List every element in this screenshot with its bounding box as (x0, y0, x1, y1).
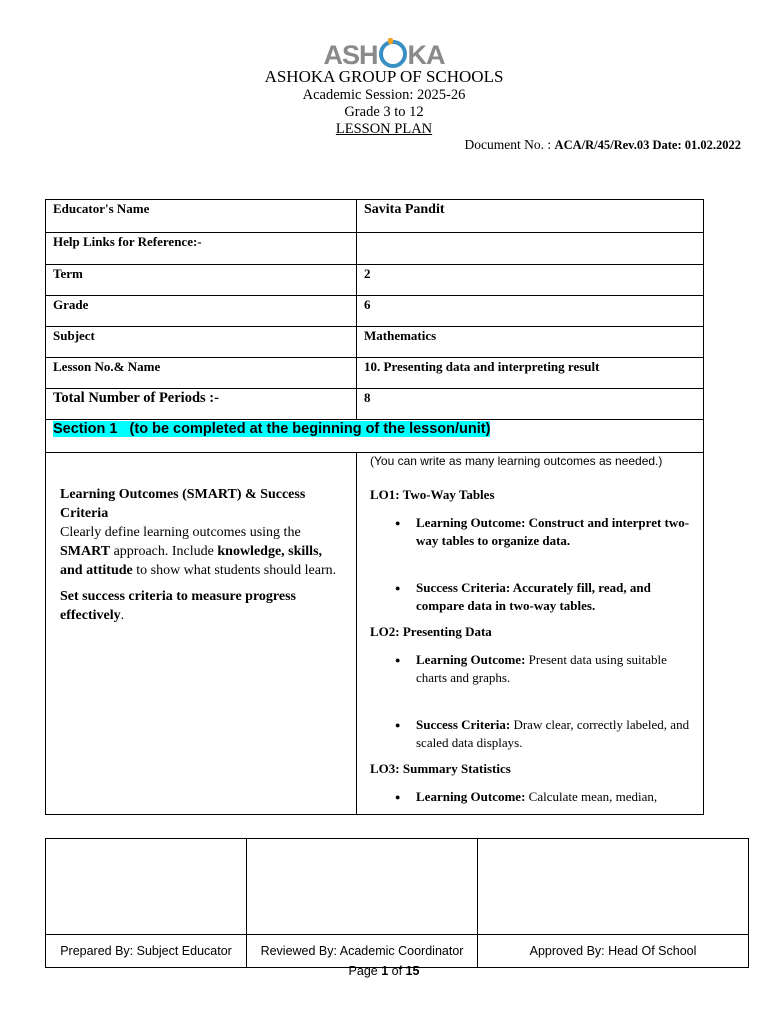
info-label: Term (46, 265, 357, 296)
table-row (46, 200, 704, 233)
doc-number-value: ACA/R/45/Rev.03 Date: 01.02.2022 (554, 138, 741, 152)
list-item: ● Success Criteria: Draw clear, correctly labeled, and scaled data displays. (416, 716, 690, 752)
prepared-by-label: Prepared By: Subject Educator (46, 935, 247, 968)
list-item: ● Learning Outcome: Construct and interpret two-way tables to organize data. (416, 514, 690, 550)
signature-box (478, 839, 749, 935)
logo-ring-icon (379, 40, 407, 68)
table-row (46, 389, 704, 420)
lo3-list (370, 788, 690, 806)
info-value: Savita Pandit (357, 200, 704, 233)
info-label: Subject (46, 327, 357, 358)
lesson-plan-table (45, 199, 704, 815)
signoff-table (45, 838, 749, 968)
info-value: 2 (357, 265, 704, 296)
approved-by-label: Approved By: Head Of School (478, 935, 749, 968)
section-1-text: Section 1 (to be completed at the beginning of the lesson/unit) (53, 421, 491, 437)
outcomes-note: (You can write as many learning outcomes as needed.) (370, 454, 663, 468)
learning-outcomes-row (46, 453, 704, 815)
academic-session: Academic Session: 2025-26 (302, 87, 466, 103)
info-value: 6 (357, 296, 704, 327)
info-label: Educator's Name (46, 200, 357, 233)
lo1-title: LO1: Two-Way Tables (370, 487, 495, 502)
document-number (465, 137, 741, 153)
lesson-plan-title: LESSON PLAN (335, 121, 433, 137)
list-item: ● Learning Outcome: Present data using suitable charts and graphs. (416, 651, 690, 687)
info-label: Grade (46, 296, 357, 327)
doc-number-label: Document No. : (464, 137, 552, 152)
school-logo (0, 40, 768, 70)
outcomes-description: Clearly define learning outcomes using the SMART approach. Include knowledge, skills, and attitude to show what students should learn. (60, 525, 337, 578)
signature-labels-row (46, 935, 749, 968)
school-name: ASHOKA GROUP OF SCHOOLS (264, 67, 504, 86)
info-value: 10. Presenting data and interpreting result (357, 358, 704, 389)
success-criteria-guidance: Set success criteria to measure progress effectively. (60, 589, 296, 623)
signature-box (247, 839, 478, 935)
lo1-list (370, 514, 690, 615)
list-item: ● Success Criteria: Accurately fill, read, and compare data in two-way tables. (416, 579, 690, 615)
lo2-title: LO2: Presenting Data (370, 624, 492, 639)
lo2-list (370, 651, 690, 752)
info-value: Mathematics (357, 327, 704, 358)
signature-row (46, 839, 749, 935)
info-label: Total Number of Periods :- (46, 389, 357, 420)
section-1-heading (46, 420, 704, 453)
page-number: Page 1 of 15 (348, 964, 420, 978)
info-value: 8 (357, 389, 704, 420)
signature-box (46, 839, 247, 935)
table-row (46, 233, 704, 265)
document-title (0, 121, 768, 138)
section-row (46, 420, 704, 453)
table-row (46, 327, 704, 358)
table-row (46, 358, 704, 389)
info-label: Help Links for Reference:- (46, 233, 357, 265)
table-row (46, 296, 704, 327)
outcomes-content-cell (357, 453, 704, 815)
info-label: Lesson No.& Name (46, 358, 357, 389)
info-value (357, 233, 704, 265)
outcomes-title: Learning Outcomes (SMART) & Success Criteria (60, 487, 306, 521)
table-row (46, 265, 704, 296)
lo3-title: LO3: Summary Statistics (370, 761, 511, 776)
outcomes-guidance-cell (46, 453, 357, 815)
reviewed-by-label: Reviewed By: Academic Coordinator (247, 935, 478, 968)
grade-range: Grade 3 to 12 (344, 104, 424, 120)
logo-text: ASH KA (323, 40, 445, 70)
list-item: ● Learning Outcome: Calculate mean, median, (416, 788, 690, 806)
